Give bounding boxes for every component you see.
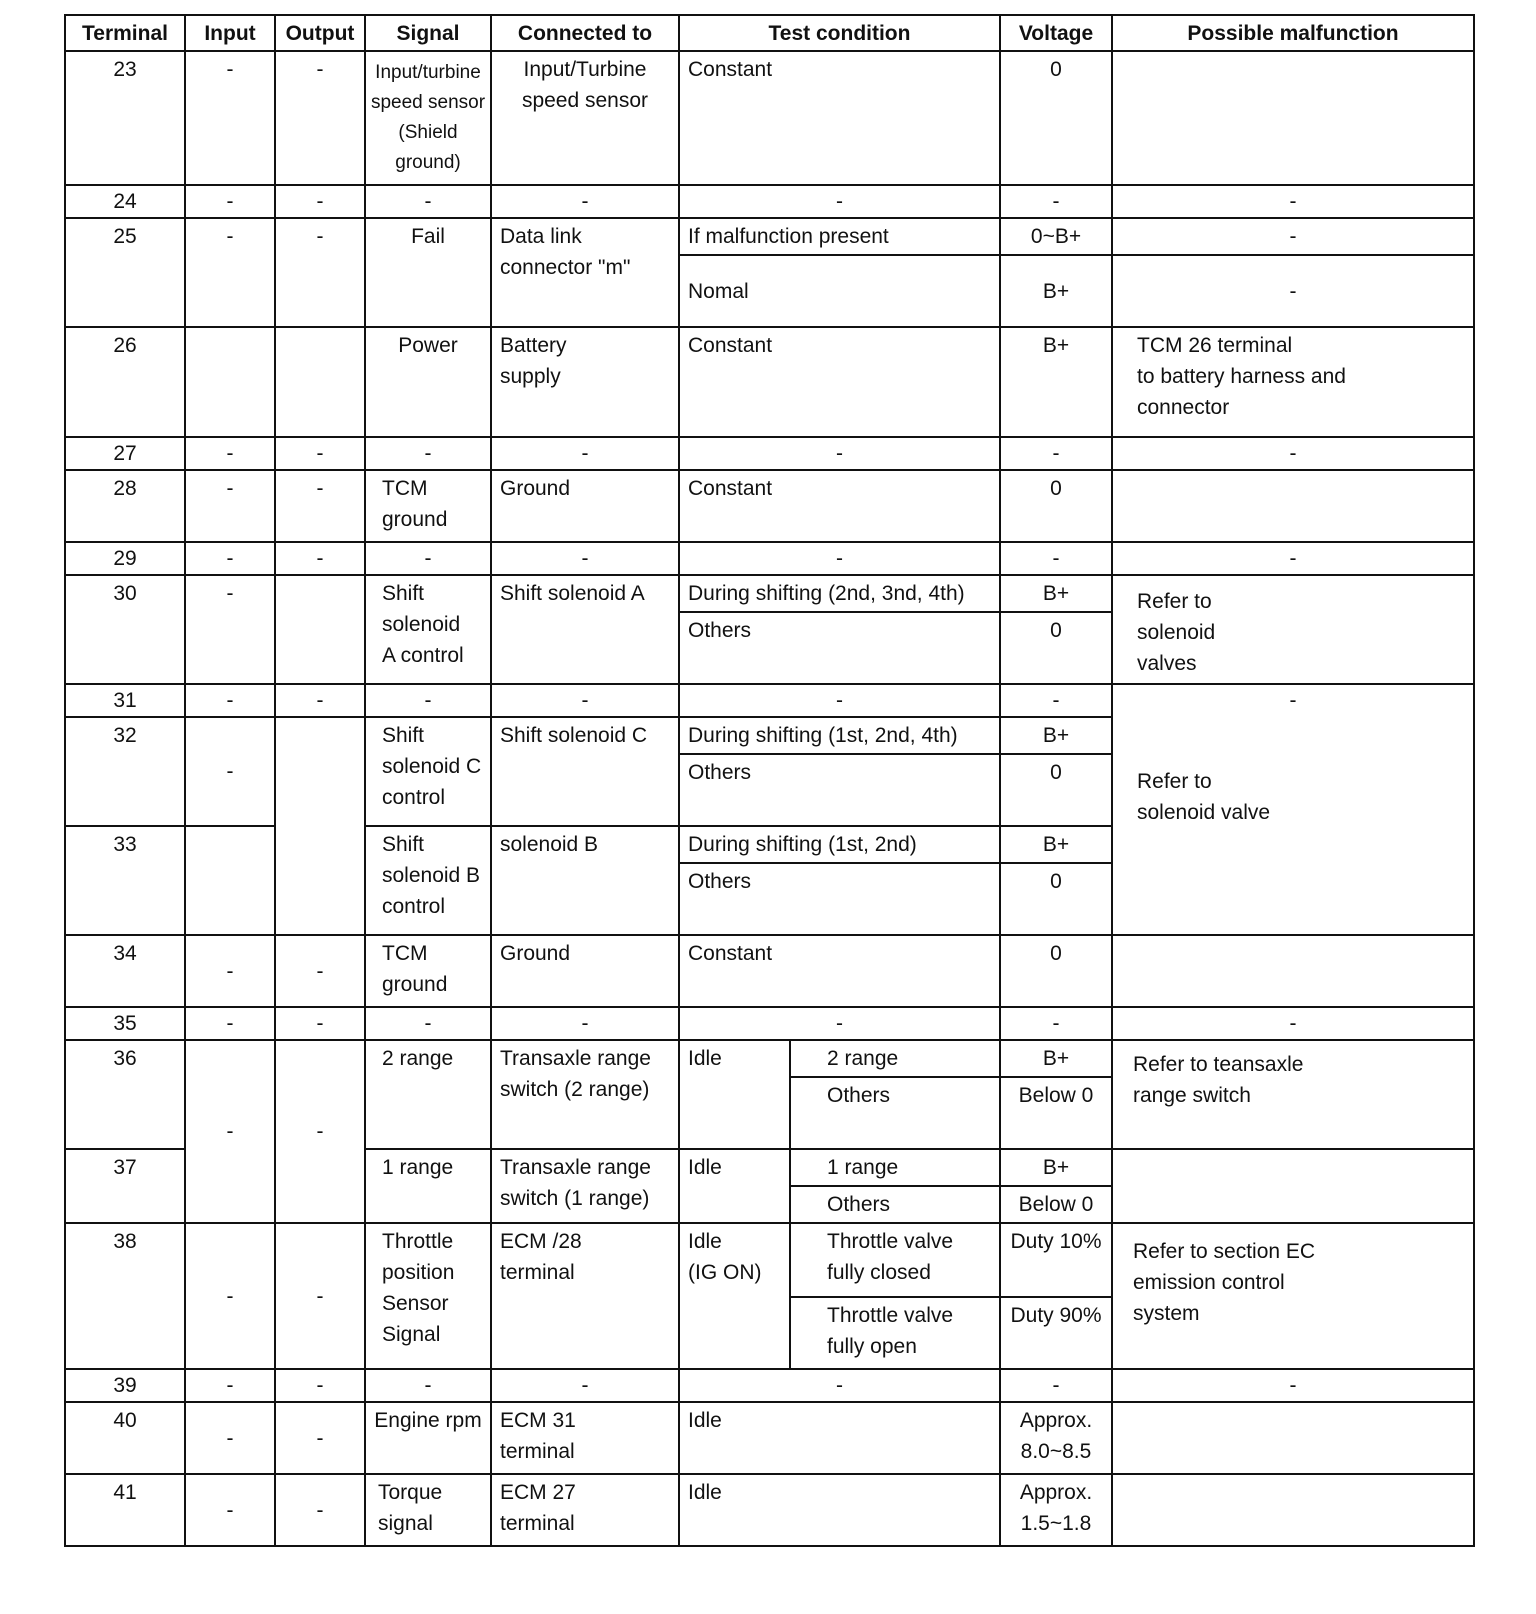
input-cell: -: [185, 1223, 275, 1369]
output-cell: [275, 327, 365, 437]
signal-cell: Shift solenoid B control: [365, 826, 491, 935]
voltage-cell: -: [1000, 542, 1112, 575]
malfunction-cell: TCM 26 terminal to battery harness and connector: [1112, 327, 1474, 437]
table-row: [65, 1369, 1474, 1402]
document-page: [64, 14, 1475, 1547]
voltage-cell: 0: [1000, 754, 1112, 826]
input-cell: -: [185, 218, 275, 327]
terminal-cell: 32: [65, 717, 185, 826]
input-cell: -: [185, 575, 275, 684]
test-condition-cell: During shifting (1st, 2nd, 4th): [679, 717, 1000, 754]
malfunction-cell: Refer to teansaxle range switch: [1112, 1040, 1474, 1149]
signal-cell: Shift solenoid C control: [365, 717, 491, 826]
terminal-cell: 25: [65, 218, 185, 327]
table-row: [65, 51, 1474, 185]
connected-to-cell: Transaxle range switch (2 range): [491, 1040, 679, 1149]
test-condition-cell: -: [679, 684, 1000, 717]
test-subcondition-cell: 2 range: [790, 1040, 1000, 1077]
signal-cell: -: [365, 542, 491, 575]
malfunction-cell: [1112, 1402, 1474, 1474]
output-cell: [275, 826, 365, 935]
output-cell: -: [275, 684, 365, 717]
terminal-cell: 27: [65, 437, 185, 470]
connected-to-cell: Data link connector "m": [491, 218, 679, 327]
table-row: [65, 542, 1474, 575]
input-cell: -: [185, 1040, 275, 1223]
voltage-cell: Approx. 8.0~8.5: [1000, 1402, 1112, 1474]
table-row: [65, 185, 1474, 218]
voltage-cell: Duty 10%: [1000, 1223, 1112, 1297]
connected-to-cell: -: [491, 185, 679, 218]
voltage-cell: 0: [1000, 863, 1112, 935]
output-cell: -: [275, 1369, 365, 1402]
table-row: [65, 575, 1474, 612]
input-cell: -: [185, 1007, 275, 1040]
input-cell: -: [185, 542, 275, 575]
malfunction-cell: [1112, 470, 1474, 542]
voltage-cell: B+: [1000, 255, 1112, 327]
voltage-cell: -: [1000, 1007, 1112, 1040]
test-condition-cell: During shifting (2nd, 3nd, 4th): [679, 575, 1000, 612]
connected-to-cell: Shift solenoid A: [491, 575, 679, 684]
terminal-cell: 26: [65, 327, 185, 437]
test-condition-cell: Constant: [679, 935, 1000, 1007]
malfunction-cell: [1112, 1149, 1474, 1223]
test-subcondition-cell: Others: [790, 1077, 1000, 1149]
terminal-cell: 34: [65, 935, 185, 1007]
signal-cell: Input/turbine speed sensor (Shield ground): [365, 51, 491, 185]
voltage-cell: 0: [1000, 51, 1112, 185]
output-cell: -: [275, 1223, 365, 1369]
header-output: Output: [275, 15, 365, 51]
test-condition-cell: Constant: [679, 327, 1000, 437]
voltage-cell: -: [1000, 1369, 1112, 1402]
output-cell: -: [275, 542, 365, 575]
voltage-cell: B+: [1000, 1040, 1112, 1077]
test-condition-cell: During shifting (1st, 2nd): [679, 826, 1000, 863]
malfunction-cell: -: [1112, 218, 1474, 255]
header-row: [65, 15, 1474, 51]
terminal-cell: 23: [65, 51, 185, 185]
terminal-cell: 38: [65, 1223, 185, 1369]
test-condition-cell: Idle (IG ON): [679, 1223, 790, 1369]
output-cell: -: [275, 185, 365, 218]
terminal-cell: 39: [65, 1369, 185, 1402]
malfunction-cell: -: [1112, 684, 1474, 717]
table-row: [65, 935, 1474, 1007]
signal-cell: Power: [365, 327, 491, 437]
output-cell: -: [275, 1007, 365, 1040]
connected-to-cell: Input/Turbine speed sensor: [491, 51, 679, 185]
header-input: Input: [185, 15, 275, 51]
malfunction-cell: [1112, 51, 1474, 185]
table-row: [65, 327, 1474, 437]
table-row: [65, 684, 1474, 717]
test-condition-cell: Idle: [679, 1040, 790, 1149]
header-possible-malfunction: Possible malfunction: [1112, 15, 1474, 51]
connected-to-cell: -: [491, 684, 679, 717]
output-cell: -: [275, 51, 365, 185]
voltage-cell: B+: [1000, 826, 1112, 863]
connected-to-cell: Shift solenoid C: [491, 717, 679, 826]
voltage-cell: Duty 90%: [1000, 1297, 1112, 1369]
header-test-condition: Test condition: [679, 15, 1000, 51]
input-cell: -: [185, 1402, 275, 1474]
terminal-voltage-table: [64, 14, 1475, 1547]
voltage-cell: B+: [1000, 1149, 1112, 1186]
table-row: [65, 1223, 1474, 1297]
connected-to-cell: -: [491, 542, 679, 575]
voltage-cell: Approx. 1.5~1.8: [1000, 1474, 1112, 1546]
signal-cell: Shift solenoid A control: [365, 575, 491, 684]
output-cell: [275, 575, 365, 684]
header-signal: Signal: [365, 15, 491, 51]
malfunction-cell: -: [1112, 1007, 1474, 1040]
malfunction-cell: [1112, 1474, 1474, 1546]
signal-cell: -: [365, 437, 491, 470]
signal-cell: 1 range: [365, 1149, 491, 1223]
malfunction-cell: Refer to solenoid valve: [1112, 717, 1474, 935]
signal-cell: TCM ground: [365, 935, 491, 1007]
terminal-cell: 24: [65, 185, 185, 218]
test-condition-cell: -: [679, 185, 1000, 218]
test-condition-cell: -: [679, 1369, 1000, 1402]
table-row: [65, 1402, 1474, 1474]
malfunction-cell: -: [1112, 542, 1474, 575]
input-cell: -: [185, 935, 275, 1007]
malfunction-cell: [1112, 935, 1474, 1007]
terminal-cell: 37: [65, 1149, 185, 1223]
test-subcondition-cell: Throttle valve fully closed: [790, 1223, 1000, 1297]
malfunction-cell: -: [1112, 185, 1474, 218]
connected-to-cell: solenoid B: [491, 826, 679, 935]
header-voltage: Voltage: [1000, 15, 1112, 51]
output-cell: -: [275, 470, 365, 542]
header-connected-to: Connected to: [491, 15, 679, 51]
voltage-cell: 0: [1000, 935, 1112, 1007]
input-cell: -: [185, 1369, 275, 1402]
connected-to-cell: Battery supply: [491, 327, 679, 437]
table-row: [65, 1474, 1474, 1546]
table-row: [65, 1007, 1474, 1040]
terminal-cell: 41: [65, 1474, 185, 1546]
terminal-cell: 28: [65, 470, 185, 542]
test-condition-cell: Others: [679, 612, 1000, 684]
test-condition-cell: Idle: [679, 1149, 790, 1223]
signal-cell: Throttle position Sensor Signal: [365, 1223, 491, 1369]
signal-cell: Torque signal: [365, 1474, 491, 1546]
test-condition-cell: Nomal: [679, 255, 1000, 327]
terminal-cell: 31: [65, 684, 185, 717]
output-cell: -: [275, 437, 365, 470]
voltage-cell: -: [1000, 185, 1112, 218]
connected-to-cell: ECM 27 terminal: [491, 1474, 679, 1546]
input-cell: -: [185, 717, 275, 826]
connected-to-cell: ECM 31 terminal: [491, 1402, 679, 1474]
test-subcondition-cell: Others: [790, 1186, 1000, 1223]
signal-cell: Engine rpm: [365, 1402, 491, 1474]
test-subcondition-cell: 1 range: [790, 1149, 1000, 1186]
table-row: [65, 437, 1474, 470]
test-condition-cell: If malfunction present: [679, 218, 1000, 255]
connected-to-cell: Ground: [491, 470, 679, 542]
signal-cell: Fail: [365, 218, 491, 327]
terminal-cell: 33: [65, 826, 185, 935]
output-cell: -: [275, 1474, 365, 1546]
signal-cell: -: [365, 1007, 491, 1040]
output-cell: -: [275, 935, 365, 1007]
table-row: [65, 1040, 1474, 1077]
malfunction-cell: -: [1112, 255, 1474, 327]
voltage-cell: -: [1000, 684, 1112, 717]
test-condition-cell: Others: [679, 754, 1000, 826]
input-cell: -: [185, 684, 275, 717]
voltage-cell: B+: [1000, 717, 1112, 754]
voltage-cell: Below 0: [1000, 1186, 1112, 1223]
voltage-cell: B+: [1000, 575, 1112, 612]
test-condition-cell: Idle: [679, 1474, 1000, 1546]
test-subcondition-cell: Throttle valve fully open: [790, 1297, 1000, 1369]
table-row: [65, 470, 1474, 542]
connected-to-cell: -: [491, 1369, 679, 1402]
voltage-cell: -: [1000, 437, 1112, 470]
connected-to-cell: ECM /28 terminal: [491, 1223, 679, 1369]
output-cell: -: [275, 1040, 365, 1223]
output-cell: [275, 717, 365, 826]
input-cell: -: [185, 185, 275, 218]
test-condition-cell: -: [679, 1007, 1000, 1040]
header-terminal: Terminal: [65, 15, 185, 51]
connected-to-cell: Ground: [491, 935, 679, 1007]
terminal-cell: 30: [65, 575, 185, 684]
voltage-cell: Below 0: [1000, 1077, 1112, 1149]
input-cell: -: [185, 437, 275, 470]
input-cell: -: [185, 51, 275, 185]
signal-cell: -: [365, 684, 491, 717]
terminal-cell: 40: [65, 1402, 185, 1474]
malfunction-cell: -: [1112, 1369, 1474, 1402]
test-condition-cell: Idle: [679, 1402, 1000, 1474]
test-condition-cell: Constant: [679, 470, 1000, 542]
voltage-cell: 0: [1000, 470, 1112, 542]
signal-cell: TCM ground: [365, 470, 491, 542]
input-cell: -: [185, 1474, 275, 1546]
table-row: [65, 218, 1474, 255]
connected-to-cell: -: [491, 1007, 679, 1040]
connected-to-cell: -: [491, 437, 679, 470]
signal-cell: 2 range: [365, 1040, 491, 1149]
output-cell: -: [275, 218, 365, 327]
output-cell: -: [275, 1402, 365, 1474]
input-cell: -: [185, 470, 275, 542]
malfunction-cell: Refer to section EC emission control system: [1112, 1223, 1474, 1369]
input-cell: [185, 327, 275, 437]
input-cell: [185, 826, 275, 935]
voltage-cell: 0: [1000, 612, 1112, 684]
test-condition-cell: Constant: [679, 51, 1000, 185]
malfunction-cell: Refer to solenoid valves: [1112, 575, 1474, 684]
table-row: [65, 717, 1474, 754]
terminal-cell: 36: [65, 1040, 185, 1149]
terminal-cell: 35: [65, 1007, 185, 1040]
voltage-cell: 0~B+: [1000, 218, 1112, 255]
signal-cell: -: [365, 185, 491, 218]
test-condition-cell: -: [679, 542, 1000, 575]
test-condition-cell: Others: [679, 863, 1000, 935]
signal-cell: -: [365, 1369, 491, 1402]
test-condition-cell: -: [679, 437, 1000, 470]
connected-to-cell: Transaxle range switch (1 range): [491, 1149, 679, 1223]
terminal-cell: 29: [65, 542, 185, 575]
malfunction-cell: -: [1112, 437, 1474, 470]
voltage-cell: B+: [1000, 327, 1112, 437]
